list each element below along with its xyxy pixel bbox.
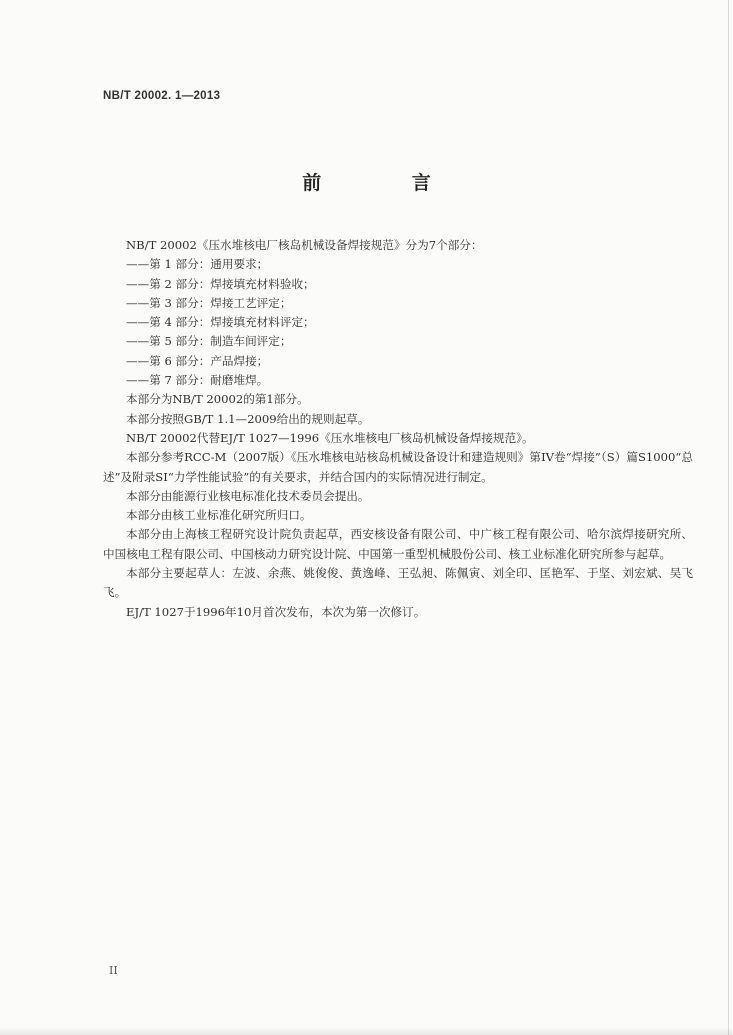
body-paragraph: 本部分主要起草人：左波、余燕、姚俊俊、黄逸峰、王弘昶、陈佩寅、刘全印、匡艳军、于坚、刘宏斌、吴飞飞。: [103, 566, 693, 600]
parts-list: [103, 255, 693, 390]
body-paragraph: 本部分参考RCC-M（2007版）《压水堆核电站核岛机械设备设计和建造规则》第IV卷“焊接”（S）篇S1000“总述”及附录SI“力学性能试验”的有关要求，并结合国内的实际情况进行制定。: [103, 450, 693, 484]
page-number: II: [109, 964, 118, 977]
list-item: ——第 3 部分：焊接工艺评定；: [126, 295, 292, 310]
list-item: ——第 7 部分：耐磨堆焊。: [126, 373, 269, 388]
body-paragraph: 本部分按照GB/T 1.1—2009给出的规则起草。: [126, 411, 370, 426]
body-paragraph: 本部分为NB/T 20002的第1部分。: [126, 392, 309, 407]
list-item: ——第 2 部分：焊接填充材料验收；: [126, 276, 315, 291]
page-bottom-shadow: [0, 1027, 733, 1035]
list-item: ——第 1 部分：通用要求；: [126, 257, 269, 272]
document-body: [103, 236, 693, 622]
body-paragraph: 本部分由核工业标准化研究所归口。: [126, 508, 312, 523]
body-paragraph: NB/T 20002代替EJ/T 1027—1996《压水堆核电厂核岛机械设备焊接规范》。: [126, 430, 534, 445]
body-paragraph: EJ/T 1027于1996年10月首次发布，本次为第一次修订。: [126, 604, 426, 619]
list-item: ——第 5 部分：制造车间评定；: [126, 334, 292, 349]
list-item: ——第 4 部分：焊接填充材料评定；: [126, 315, 315, 330]
body-paragraph: 本部分由上海核工程研究设计院负责起草，西安核设备有限公司、中广核工程有限公司、哈尔滨焊接研究所、中国核电工程有限公司、中国核动力研究设计院、中国第一重型机械股份公司、核工业标准化研究所参与起草。: [103, 527, 693, 561]
page-edge-line: [728, 0, 729, 1035]
intro-paragraph: NB/T 20002《压水堆核电厂核岛机械设备焊接规范》分为7个部分：: [126, 238, 483, 252]
body-paragraph: 本部分由能源行业核电标准化技术委员会提出。: [126, 488, 370, 503]
list-item: ——第 6 部分：产品焊接；: [126, 353, 269, 368]
document-code: NB/T 20002. 1—2013: [103, 90, 221, 102]
page-title: 前 言: [302, 172, 473, 194]
